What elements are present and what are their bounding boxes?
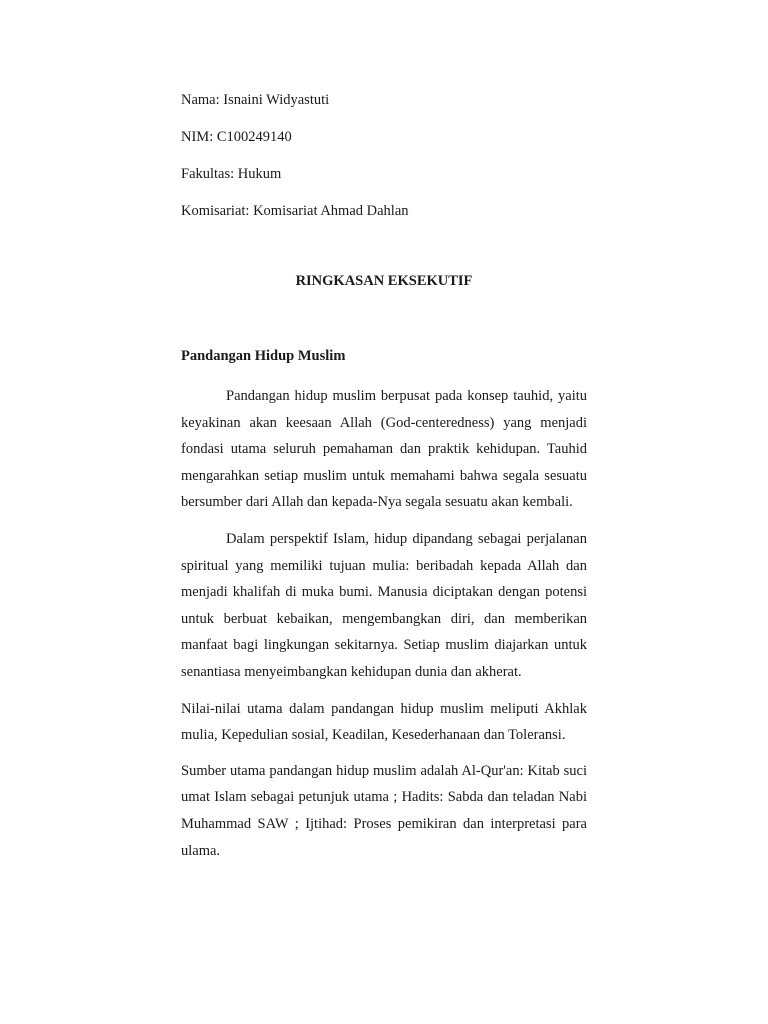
- student-faculty: Fakultas: Hukum: [181, 166, 282, 182]
- student-commissariat: Komisariat: Komisariat Ahmad Dahlan: [181, 203, 409, 219]
- document-title: RINGKASAN EKSEKUTIF: [295, 273, 473, 289]
- document-page: [181, 90, 587, 864]
- paragraph: Sumber utama pandangan hidup muslim adalah Al-Qur'an: Kitab suci umat Islam sebagai petunjuk utama ; Hadits: Sabda dan teladan Nabi Muhammad SAW ; Ijtihad: Proses pemikiran dan interpretasi para ulama.: [181, 762, 587, 859]
- student-name: Nama: Isnaini Widyastuti: [181, 92, 330, 108]
- section-heading: Pandangan Hidup Muslim: [181, 348, 346, 364]
- student-nim: NIM: C100249140: [181, 129, 292, 145]
- paragraph: Pandangan hidup muslim berpusat pada konsep tauhid, yaitu keyakinan akan keesaan Allah (God-centeredness) yang menjadi fondasi utama seluruh pemahaman dan praktik kehidupan. Tauhid mengarahkan setiap muslim untuk memahami bahwa segala sesuatu bersumber dari Allah dan kepada-Nya segala sesuatu akan kembali.: [181, 388, 587, 511]
- paragraph: Dalam perspektif Islam, hidup dipandang sebagai perjalanan spiritual yang memiliki tujuan mulia: beribadah kepada Allah dan menjadi khalifah di muka bumi. Manusia diciptakan dengan potensi untuk berbuat kebaikan, mengembangkan diri, dan memberikan manfaat bagi lingkungan sekitarnya. Setiap muslim diajarkan untuk senantiasa menyeimbangkan kehidupan dunia dan akherat.: [181, 530, 587, 680]
- paragraph: Nilai-nilai utama dalam pandangan hidup muslim meliputi Akhlak mulia, Kepedulian sosial, Keadilan, Kesederhanaan dan Toleransi.: [181, 700, 587, 744]
